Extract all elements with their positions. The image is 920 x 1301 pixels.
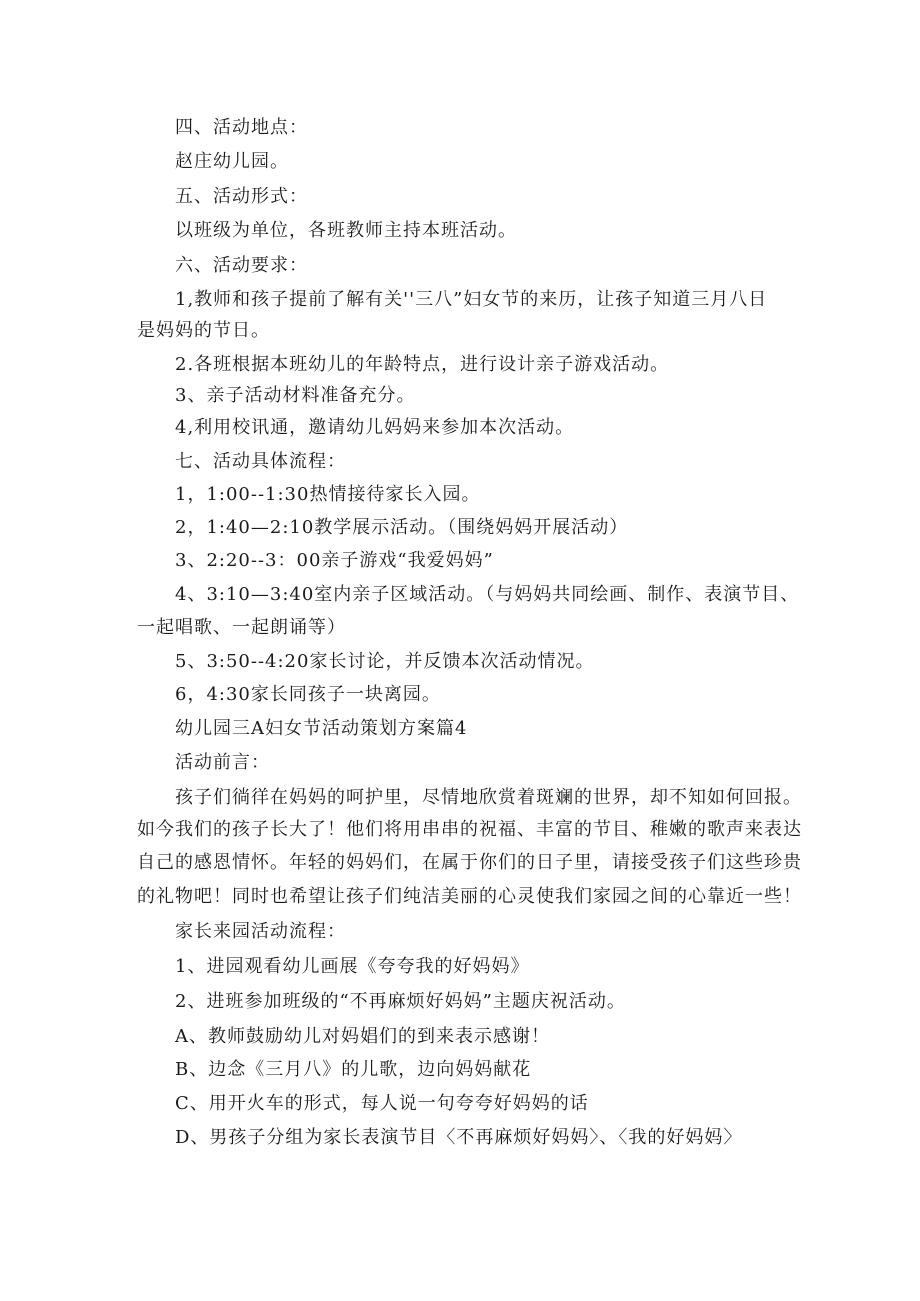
paragraph-location: 赵庄幼儿园。: [175, 151, 289, 172]
procedure-step-1: 1，1:00--1:30热情接待家长入园。: [175, 484, 481, 505]
heading-location: 四、活动地点：: [175, 117, 308, 138]
visit-substep-d: D、男孩子分组为家长表演节目〈不再麻烦好妈妈〉、〈我的好妈妈〉: [175, 1127, 743, 1148]
requirement-1-line-2: 是妈妈的节日。: [137, 320, 270, 341]
visit-step-1: 1、进园观看幼儿画展《夸夸我的好妈妈》: [175, 956, 530, 977]
requirement-1-line-1: 1,教师和孩子提前了解有关''三八”妇女节的来历，让孩子知道三月八日: [175, 289, 768, 310]
procedure-step-4-line-2: 一起唱歌、一起朗诵等）: [137, 617, 346, 638]
preface-line-1: 孩子们徜徉在妈妈的呵护里，尽情地欣赏着斑斓的世界，却不知如何回报。: [175, 787, 802, 808]
visit-step-2: 2、进班参加班级的“不再麻烦好妈妈”主题庆祝活动。: [175, 991, 626, 1012]
procedure-step-3: 3、2:20--3：00亲子游戏“我爱妈妈”: [175, 550, 494, 571]
preface-line-4: 的礼物吧！同时也希望让孩子们纯洁美丽的心灵使我们家园之间的心靠近一些！: [137, 886, 802, 907]
procedure-step-2: 2，1:40—2:10教学展示活动。（围绕妈妈开展活动）: [175, 517, 629, 538]
heading-preface: 活动前言：: [175, 752, 270, 773]
heading-parent-visit-flow: 家长来园活动流程：: [175, 921, 346, 942]
visit-substep-a: A、教师鼓励幼儿对妈娼们的到来表示感谢！: [175, 1026, 550, 1047]
procedure-step-5: 5、3:50--4:20家长讨论，并反馈本次活动情况。: [175, 651, 595, 672]
preface-line-2: 如今我们的孩子长大了！他们将用串串的祝福、丰富的节目、稚嫩的歌声来表达: [137, 819, 802, 840]
heading-requirements: 六、活动要求：: [175, 255, 308, 276]
procedure-step-4-line-1: 4、3:10—3:40室内亲子区域活动。（与妈妈共同绘画、制作、表演节目、: [175, 584, 800, 605]
heading-procedure: 七、活动具体流程：: [175, 451, 346, 472]
requirement-3: 3、亲子活动材料准备充分。: [175, 385, 416, 406]
requirement-4: 4,利用校讯通，邀请幼儿妈妈来参加本次活动。: [175, 417, 575, 438]
section-title-plan-4: 幼儿园三A妇女节活动策划方案篇4: [175, 718, 468, 739]
heading-format: 五、活动形式：: [175, 186, 308, 207]
paragraph-format: 以班级为单位，各班教师主持本班活动。: [175, 220, 517, 241]
visit-substep-c: C、用开火车的形式，每人说一句夸夸好妈妈的话: [175, 1093, 589, 1114]
procedure-step-6: 6，4:30家长同孩子一块离园。: [175, 684, 441, 705]
requirement-2: 2.各班根据本班幼儿的年龄特点，进行设计亲子游戏活动。: [175, 354, 670, 375]
preface-line-3: 自己的感恩情怀。年轻的妈妈们，在属于你们的日子里，请接受孩子们这些珍贵: [137, 852, 802, 873]
visit-substep-b: B、边念《三月八》的儿歌，边向妈妈献花: [175, 1059, 532, 1080]
